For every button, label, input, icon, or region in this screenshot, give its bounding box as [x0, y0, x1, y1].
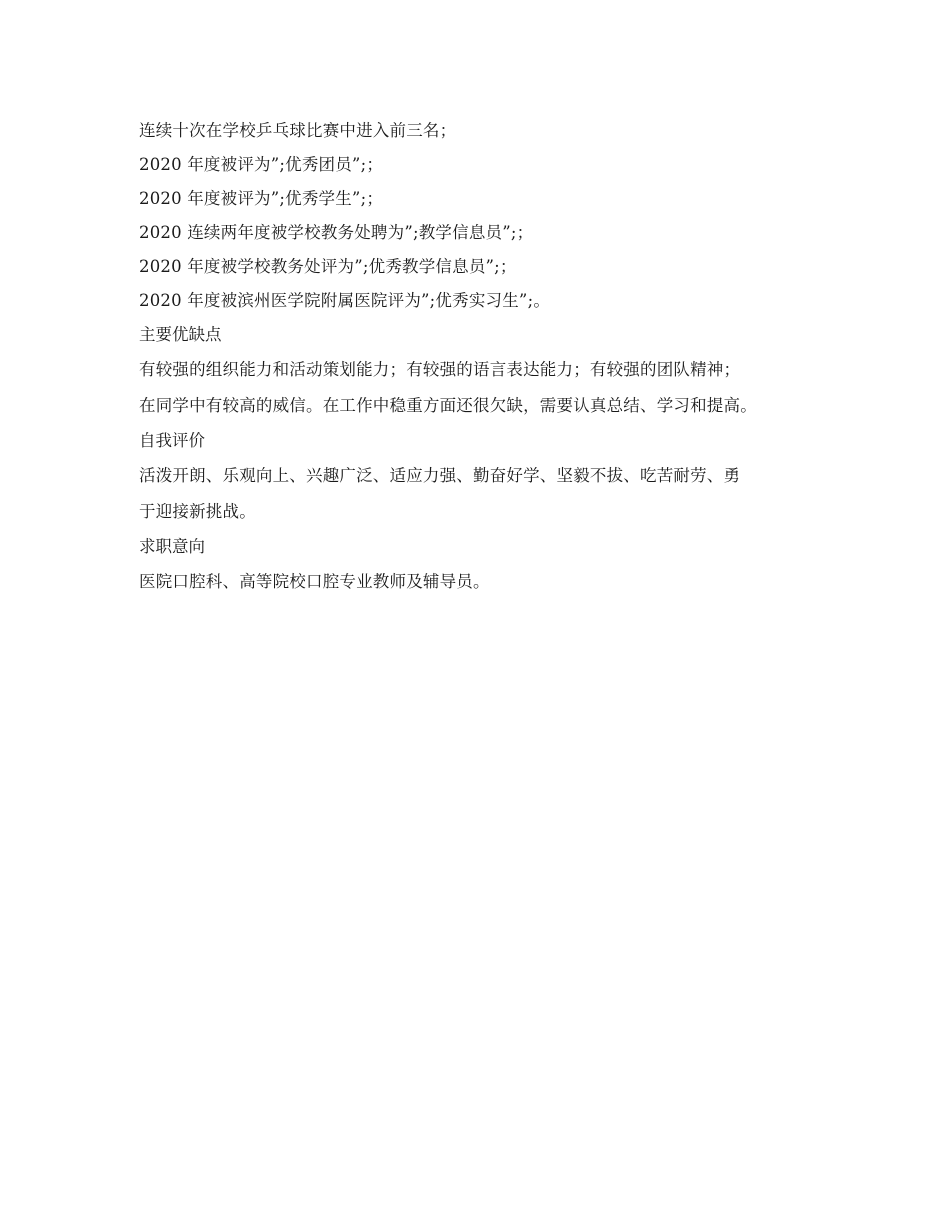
awards-list: [139, 114, 839, 318]
paragraph-line: 医院口腔科、高等院校口腔专业教师及辅导员。: [139, 572, 490, 591]
document-page: [139, 114, 839, 600]
job-objective-section: [139, 530, 839, 600]
strengths-section: [139, 318, 839, 424]
award-item: 2020 连续两年度被学校教务处聘为”;教学信息员”;；: [139, 223, 534, 242]
section-heading: 自我评价: [139, 431, 205, 450]
paragraph-line: 于迎接新挑战。: [139, 502, 256, 521]
section-heading: 主要优缺点: [139, 325, 222, 344]
award-item: 连续十次在学校乒乓球比赛中进入前三名；: [139, 121, 457, 140]
award-item: 2020 年度被评为”;优秀团员”;；: [139, 155, 384, 174]
award-item: 2020 年度被评为”;优秀学生”;；: [139, 189, 384, 208]
paragraph-line: 在同学中有较高的威信。在工作中稳重方面还很欠缺，需要认真总结、学习和提高。: [139, 396, 757, 415]
self-evaluation-section: [139, 424, 839, 530]
award-item: 2020 年度被学校教务处评为”;优秀教学信息员”;；: [139, 257, 517, 276]
paragraph-line: 活泼开朗、乐观向上、兴趣广泛、适应力强、勤奋好学、坚毅不拔、吃苦耐劳、勇: [139, 466, 741, 485]
section-heading: 求职意向: [139, 537, 205, 556]
paragraph-line: 有较强的组织能力和活动策划能力；有较强的语言表达能力；有较强的团队精神；: [139, 360, 741, 379]
award-item: 2020 年度被滨州医学院附属医院评为”;优秀实习生”;。: [139, 291, 551, 310]
